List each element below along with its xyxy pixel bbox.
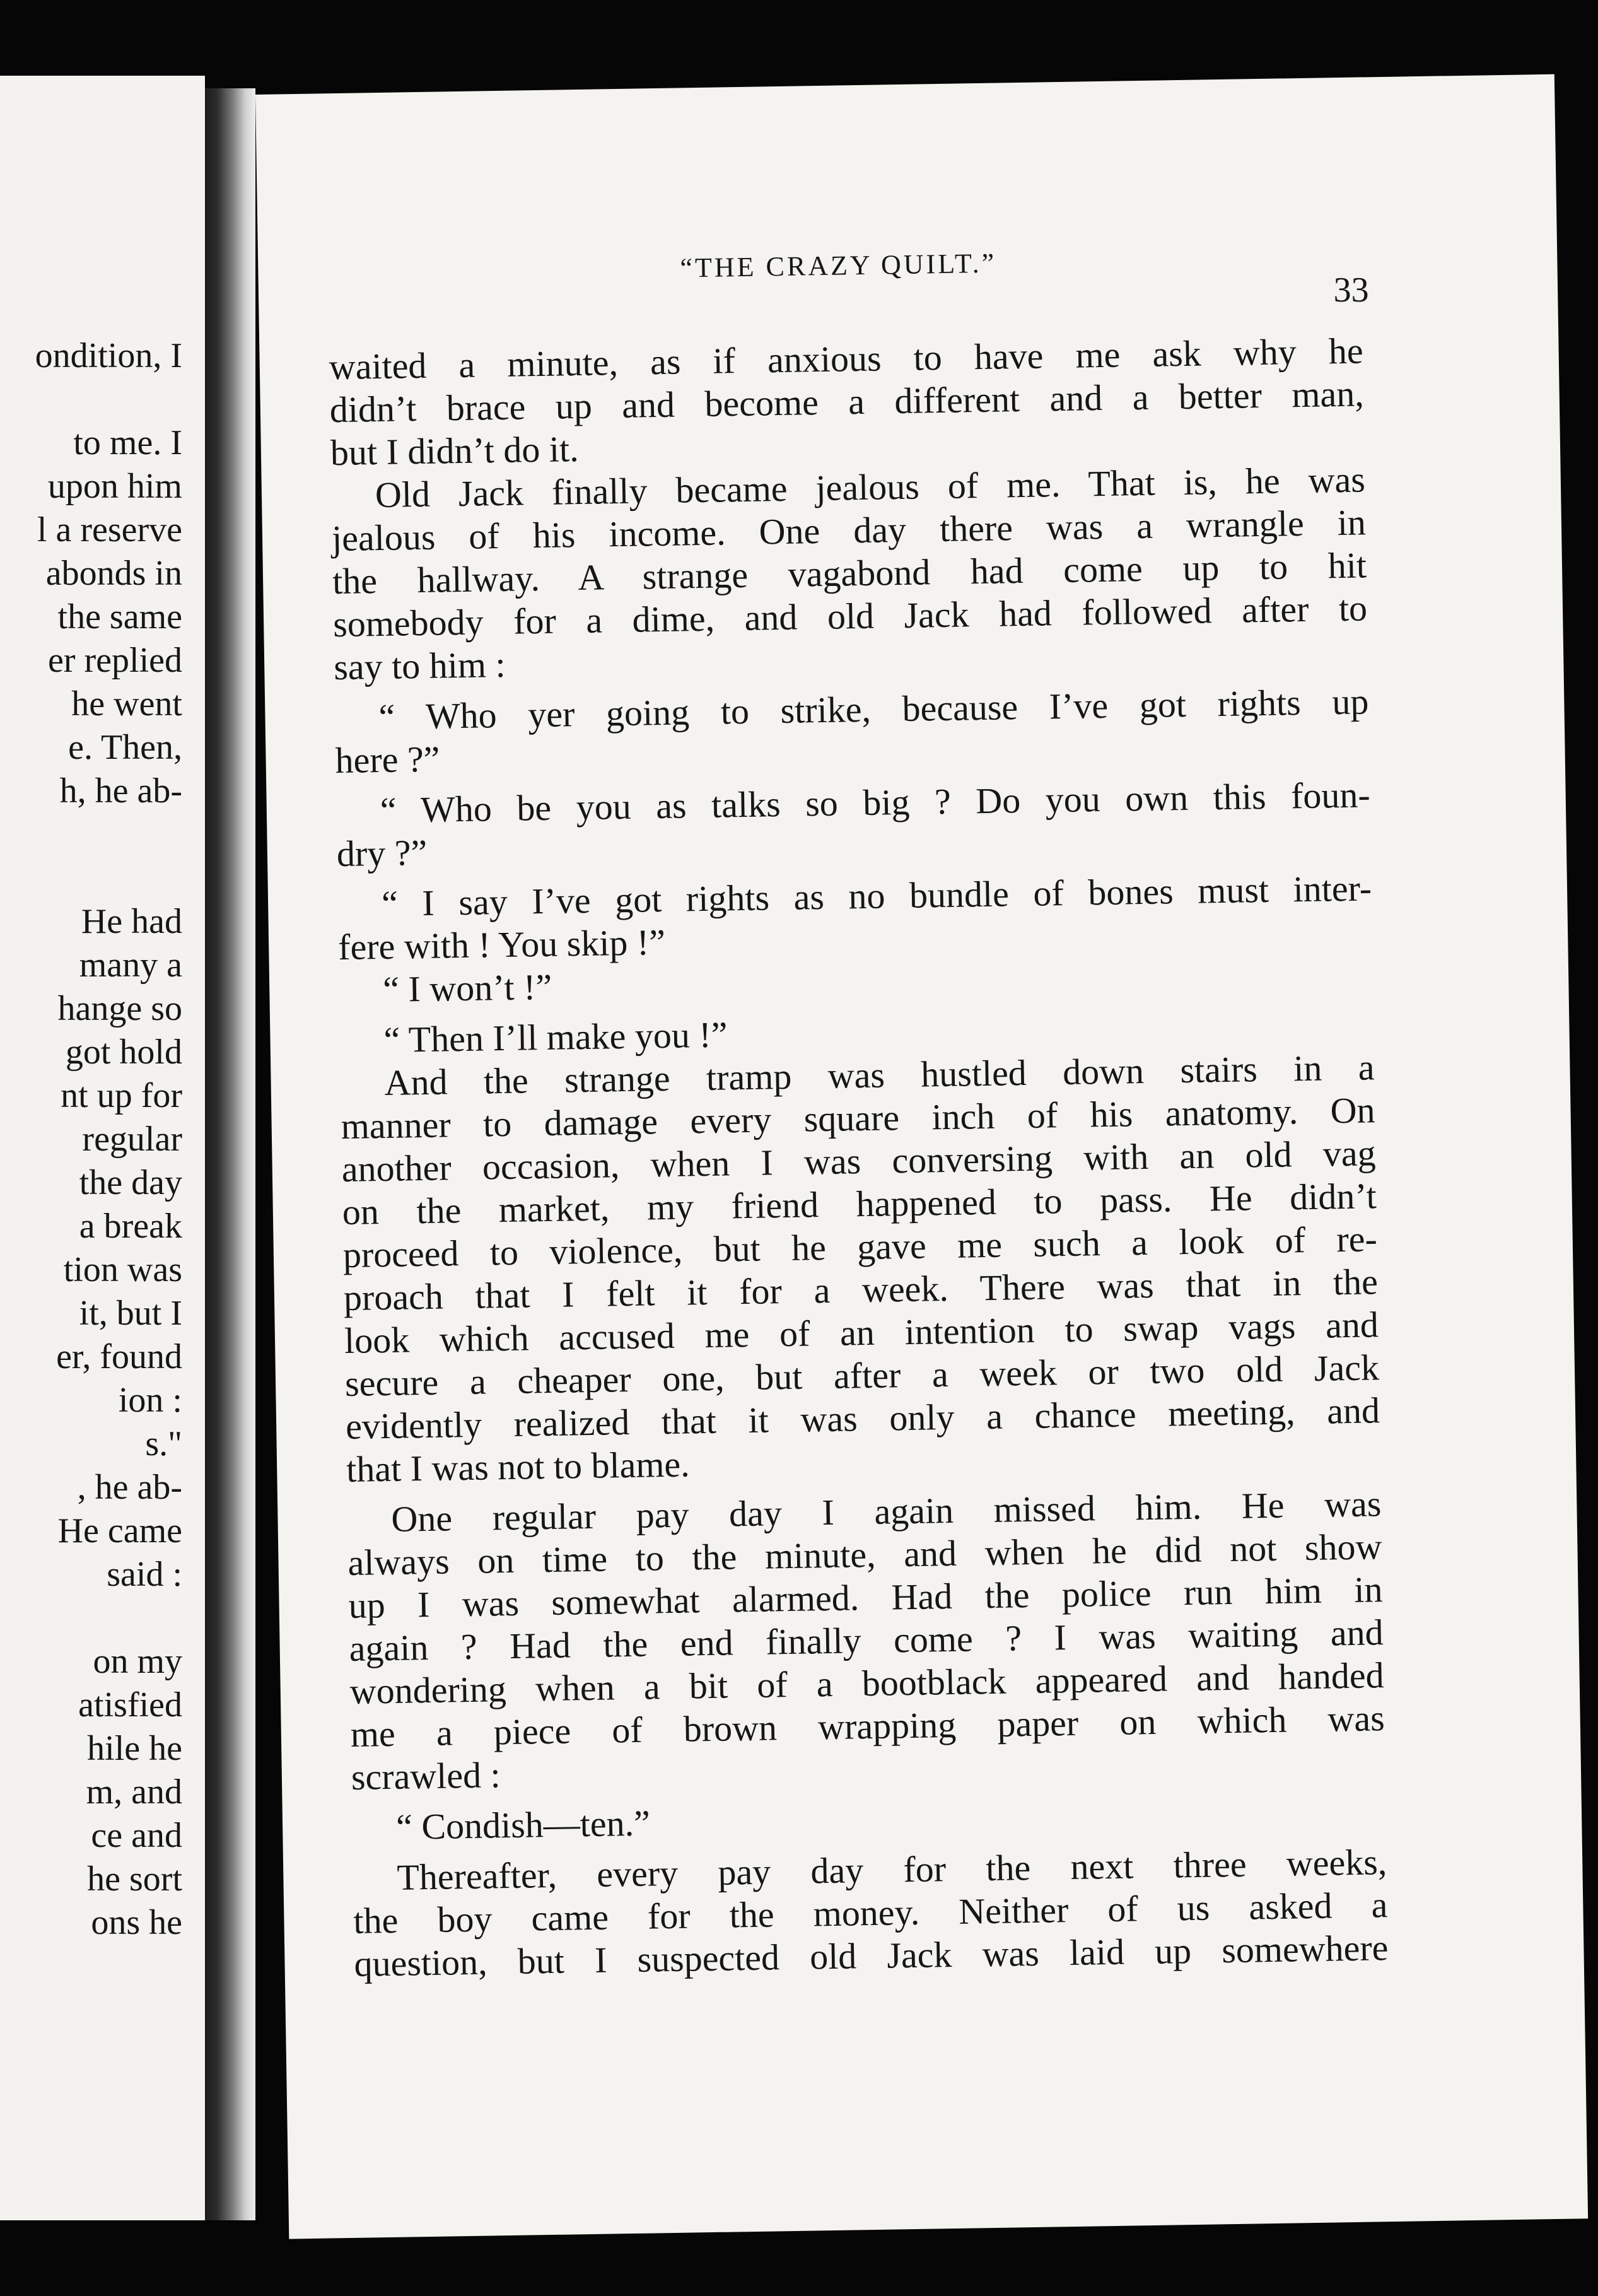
left-line: to me. I [73, 423, 182, 462]
text-line: another occasion, when I was conversing with an old vag [341, 1132, 1377, 1190]
left-line: m, and [86, 1772, 182, 1812]
left-line: , he ab- [77, 1468, 182, 1507]
left-line: He had [81, 902, 182, 941]
left-line: ondition, I [35, 336, 182, 375]
left-line: er replied [48, 641, 182, 680]
left-line: upon him [47, 467, 182, 506]
text-line: manner to damage every square inch of his anatomy. On [341, 1089, 1376, 1147]
text-line: “ I say I’ve got rights as no bundle of bones must inter- [381, 867, 1372, 925]
text-line: but I didn’t do it. [330, 428, 580, 474]
left-page [0, 76, 205, 2220]
text-line: somebody for a dime, and old Jack had followed after to [332, 587, 1368, 645]
text-line: “ I won’t !” [382, 966, 552, 1010]
book-spine [205, 88, 255, 2220]
left-line: hange so [57, 989, 182, 1028]
left-line: e. Then, [68, 728, 182, 767]
left-line: on my [93, 1642, 182, 1681]
text-line: always on time to the minute, and when he did not show [347, 1526, 1382, 1583]
text-line: here ?” [335, 738, 440, 782]
text-line: One regular pay day I again missed him. He was [390, 1483, 1382, 1540]
text-line: me a piece of brown wrapping paper on which was [350, 1697, 1385, 1755]
text-line: “ Who yer going to strike, because I’ve got rights up [378, 681, 1369, 738]
text-line: Old Jack finally became jealous of me. That is, he was [375, 459, 1366, 516]
body-text [329, 329, 1389, 1985]
text-line: And the strange tramp was hustled down stairs in a [384, 1046, 1375, 1103]
left-line: h, he ab- [59, 771, 182, 811]
left-line: tion was [63, 1250, 182, 1289]
text-line: question, but I suspected old Jack was laid up somewhere [354, 1927, 1389, 1984]
left-line: it, but I [79, 1294, 182, 1333]
left-line: ion : [118, 1381, 182, 1420]
left-page-text [35, 334, 182, 1945]
text-line: dry ?” [336, 831, 428, 875]
left-line: he went [71, 684, 182, 723]
left-line [35, 378, 182, 421]
text-line: on the market, my friend happened to pass. He didn’t [342, 1175, 1377, 1233]
text-line: evidently realized that it was only a chance meeting, and [345, 1390, 1380, 1448]
left-line: abonds in [45, 554, 182, 593]
left-line: a break [79, 1207, 182, 1246]
left-line: the same [57, 597, 182, 636]
left-line [35, 857, 182, 900]
left-line: nt up for [61, 1076, 182, 1115]
left-line: s." [145, 1424, 182, 1463]
left-line: atisfied [78, 1685, 182, 1725]
right-page [255, 74, 1588, 2239]
left-line: regular [82, 1120, 182, 1159]
text-line: proach that I felt it for a week. There was that in the [343, 1261, 1379, 1319]
left-line: many a [79, 946, 182, 985]
left-line: He came [57, 1511, 182, 1550]
text-line: fere with ! You skip !” [337, 921, 666, 968]
left-line: er, found [56, 1337, 182, 1376]
left-line: l a reserve [37, 510, 182, 549]
text-line: “ Then I’ll make you !” [383, 1014, 728, 1060]
text-line: up I was somewhat alarmed. Had the police run him in [348, 1569, 1383, 1626]
left-line: the day [79, 1163, 182, 1202]
text-line: scrawled : [351, 1754, 501, 1798]
text-line: wondering when a bit of a bootblack appeared and handed [349, 1655, 1385, 1712]
text-line: proceed to violence, but he gave me such a look of re- [342, 1218, 1378, 1276]
text-line: the hallway. A strange vagabond had come up to hit [332, 544, 1367, 602]
text-line: again ? Had the end finally come ? I was waiting and [349, 1612, 1384, 1669]
text-line: Thereafter, every pay day for the next three weeks, [396, 1841, 1387, 1898]
text-line: look which accused me of an intention to swap vags and [344, 1304, 1379, 1362]
left-line: hile he [87, 1729, 182, 1768]
left-line: said : [107, 1555, 182, 1594]
left-line: ons he [91, 1903, 182, 1942]
text-line: jealous of his income. One day there was a wrangle in [331, 501, 1367, 559]
text-line: secure a cheaper one, but after a week or two old Jack [344, 1347, 1380, 1405]
text-line: “ Condish—ten.” [395, 1802, 651, 1848]
text-line: didn’t brace up and become a different and a better man, [329, 373, 1365, 431]
left-line: he sort [87, 1860, 182, 1899]
text-line: say to him : [333, 643, 506, 688]
left-line: got hold [65, 1033, 182, 1072]
left-line [35, 813, 182, 857]
text-line: the boy came for the money. Neither of us asked a [353, 1884, 1388, 1942]
page-number: 33 [1333, 271, 1369, 310]
text-line: waited a minute, as if anxious to have me ask why he [329, 330, 1364, 388]
running-head: “THE CRAZY QUILT.” [680, 247, 997, 284]
left-line: ce and [91, 1816, 182, 1855]
text-line: that I was not to blame. [346, 1443, 691, 1490]
left-line [35, 1596, 182, 1640]
text-line: “ Who be you as talks so big ? Do you own this foun- [380, 774, 1371, 831]
